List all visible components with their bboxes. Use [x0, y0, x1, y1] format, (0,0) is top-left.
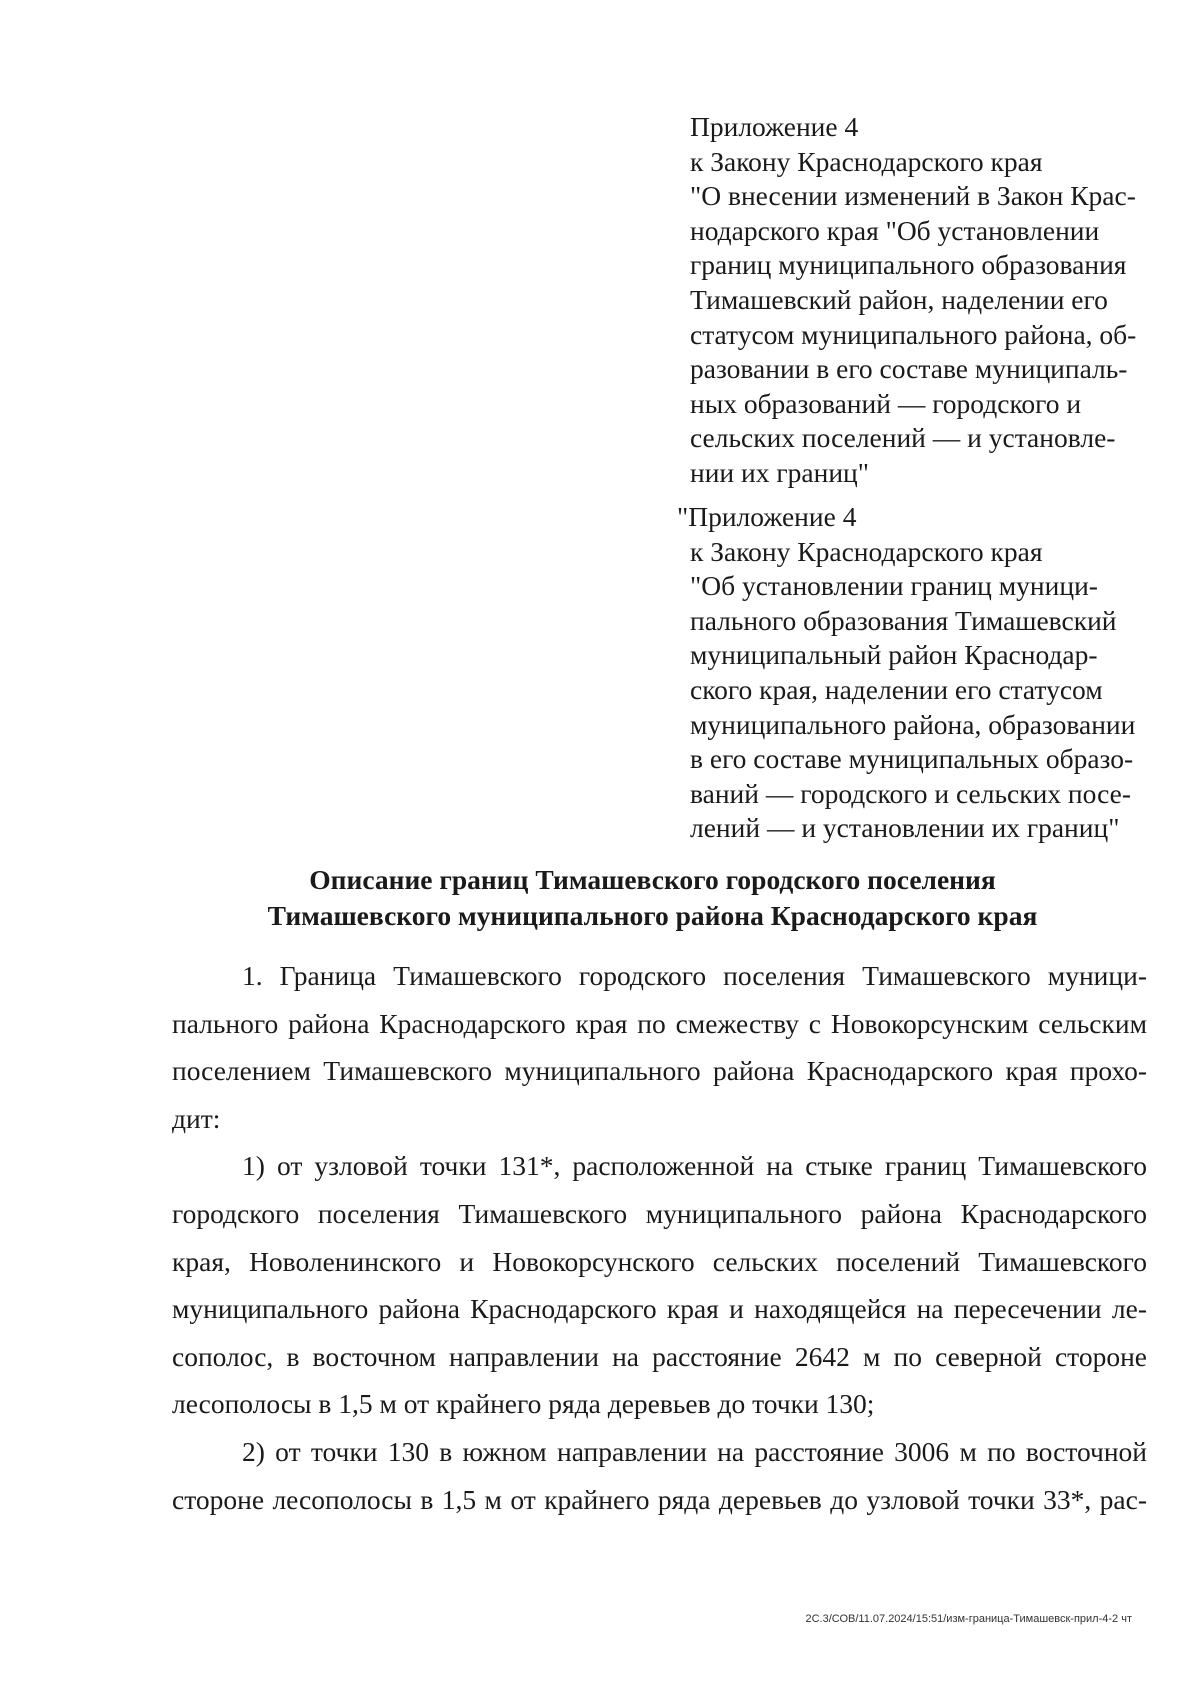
document-title	[170, 862, 1135, 934]
appendix-line: "Приложение 4	[677, 501, 857, 532]
title-line-1: Описание границ Тимашевского городского поселения	[309, 864, 996, 895]
appendix-line: муниципального района, образовании	[690, 708, 1136, 740]
paragraph-3	[172, 1428, 1147, 1523]
appendix-line: лений — и установлении их границ"	[690, 812, 1120, 844]
appendix-line: в его составе муниципальных образо-	[690, 743, 1134, 775]
appendix-line: "Об установлении границ муници-	[690, 570, 1098, 602]
paragraph-line: пального района Краснодарского края по смежеству с Новокорсунским сельским	[172, 1007, 1147, 1039]
appendix-line: пального образования Тимашевский	[690, 604, 1117, 636]
appendix-line: ского края, наделении его статусом	[690, 673, 1103, 705]
paragraph-line: сополос, в восточном направлении на расстояние 2642 м по северной стороне	[172, 1340, 1147, 1372]
document-footer-code: 2С.3/СОВ/11.07.2024/15:51/изм-граница-Тимашевск-прил-4-2 чт	[805, 1613, 1132, 1625]
appendix-header-new	[677, 500, 1152, 846]
appendix-line: Приложение 4	[690, 111, 859, 142]
paragraph-line: 1. Граница Тимашевского городского поселения Тимашевского муници-	[242, 960, 1147, 991]
paragraph-line: края, Новоленинского и Новокорсунского сельских поселений Тимашевского	[172, 1245, 1147, 1277]
appendix-line: к Закону Краснодарского края	[690, 145, 1043, 177]
paragraph-line: 2) от точки 130 в южном направлении на расстояние 3006 м по восточной	[242, 1435, 1147, 1467]
appendix-line: статусом муниципального района, об-	[690, 318, 1137, 350]
paragraph-line: 1) от узловой точки 131*, расположенной на стыке границ Тимашевского	[242, 1150, 1147, 1182]
paragraph-1	[172, 952, 1147, 1142]
paragraph-line: муниципального района Краснодарского края и находящейся на пересечении ле-	[172, 1293, 1147, 1325]
appendix-line: нии их границ"	[690, 456, 869, 488]
appendix-header-current	[690, 110, 1152, 491]
appendix-line: Тимашевский район, наделении его	[690, 283, 1108, 315]
paragraph-2	[172, 1142, 1147, 1428]
document-body	[172, 952, 1147, 1523]
paragraph-line: стороне лесополосы в 1,5 м от крайнего ряда деревьев до узловой точки 33*, рас-	[172, 1483, 1147, 1515]
appendix-line: муниципальный район Краснодар-	[690, 639, 1098, 671]
appendix-line: границ муниципального образования	[690, 249, 1127, 281]
appendix-line: нодарского края "Об установлении	[690, 214, 1100, 246]
appendix-line: разовании в его составе муниципаль-	[690, 353, 1128, 385]
appendix-line: сельских поселений — и установле-	[690, 422, 1116, 454]
title-line-2: Тимашевского муниципального района Краснодарского края	[267, 900, 1038, 931]
paragraph-line: лесополосы в 1,5 м от крайнего ряда деревьев до точки 130;	[172, 1388, 875, 1420]
paragraph-line: поселением Тимашевского муниципального района Краснодарского края прохо-	[172, 1055, 1147, 1087]
paragraph-line: дит:	[172, 1102, 221, 1134]
appendix-line: ных образований — городского и	[690, 387, 1082, 419]
paragraph-line: городского поселения Тимашевского муниципального района Краснодарского	[172, 1197, 1147, 1229]
appendix-line: "О внесении изменений в Закон Крас-	[690, 180, 1136, 212]
appendix-line: ваний — городского и сельских посе-	[690, 777, 1131, 809]
appendix-line: к Закону Краснодарского края	[690, 535, 1043, 567]
